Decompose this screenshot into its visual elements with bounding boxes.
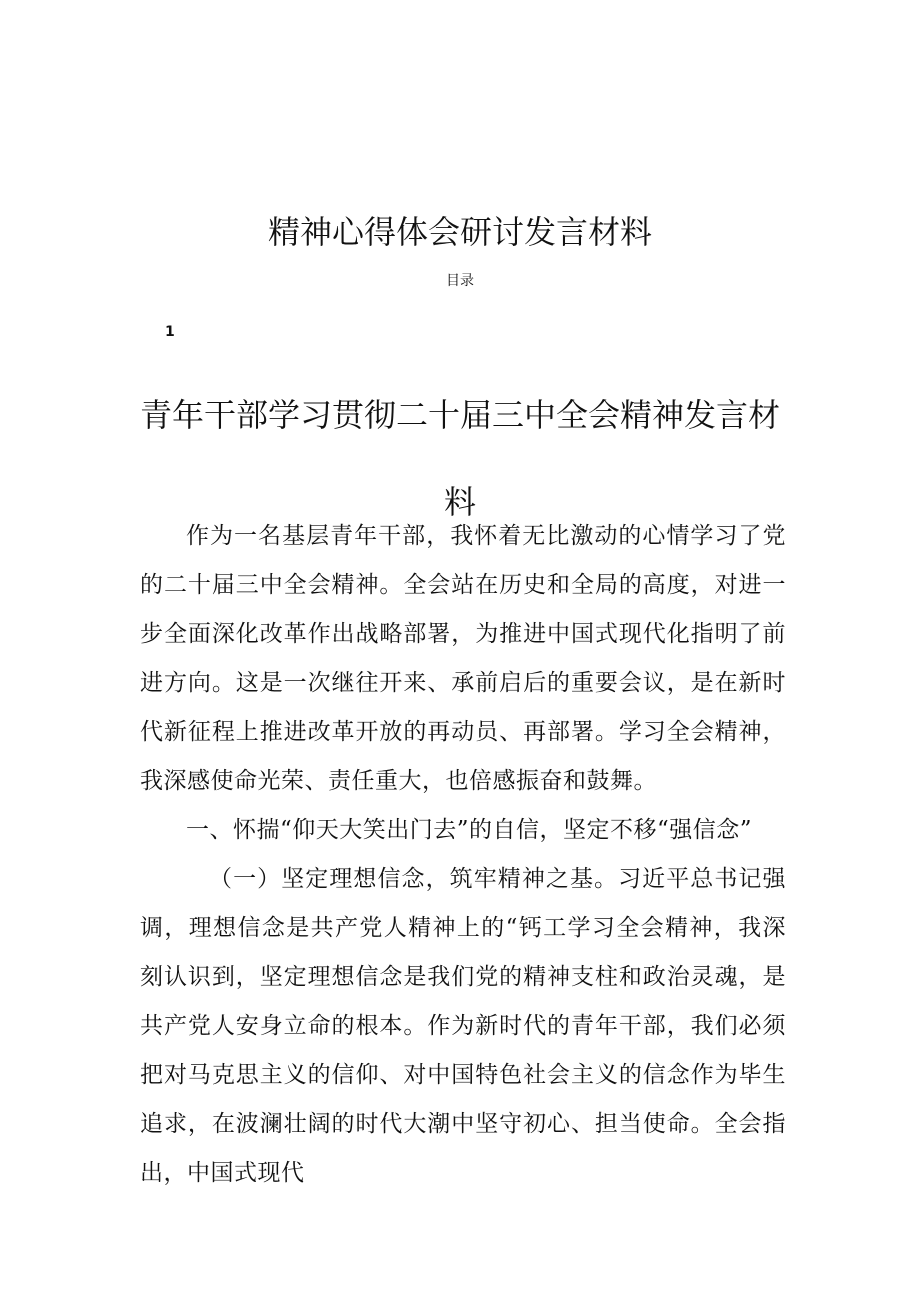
- body-paragraph: （一）坚定理想信念，筑牢精神之基。习近平总书记强调，理想信念是共产党人精神上的“钙工学习全会精神，我深刻认识到，坚定理想信念是我们党的精神支柱和政治灵魂，是共产党人安身立命的根本。作为新时代的青年干部，我们必须把对马克思主义的信仰、对中国特色社会主义的信念作为毕生追求，在波澜壮阔的时代大潮中坚守初心、担当使命。全会指出，中国式现代: [140, 866, 786, 1186]
- toc-number: 1: [165, 324, 175, 340]
- section-heading: 一、怀揣“仰天大笑出门去”的自信，坚定不移“强信念”: [186, 817, 753, 843]
- document-title: 精神心得体会研讨发言材料: [267, 213, 652, 251]
- body-paragraph: 作为一名基层青年干部，我怀着无比激动的心情学习了党的二十届三中全会精神。全会站在历史和全局的高度，对进一步全面深化改革作出战略部署，为推进中国式现代化指明了前进方向。这是一次继往开来、承前启后的重要会议，是在新时代新征程上推进改革开放的再动员、再部署。学习全会精神，我深感使命光荣、责任重大，也倍感振奋和鼓舞。: [140, 523, 786, 794]
- section-title: 青年干部学习贯彻二十届三中全会精神发言材料: [140, 396, 781, 521]
- toc-label: 目录: [446, 273, 474, 289]
